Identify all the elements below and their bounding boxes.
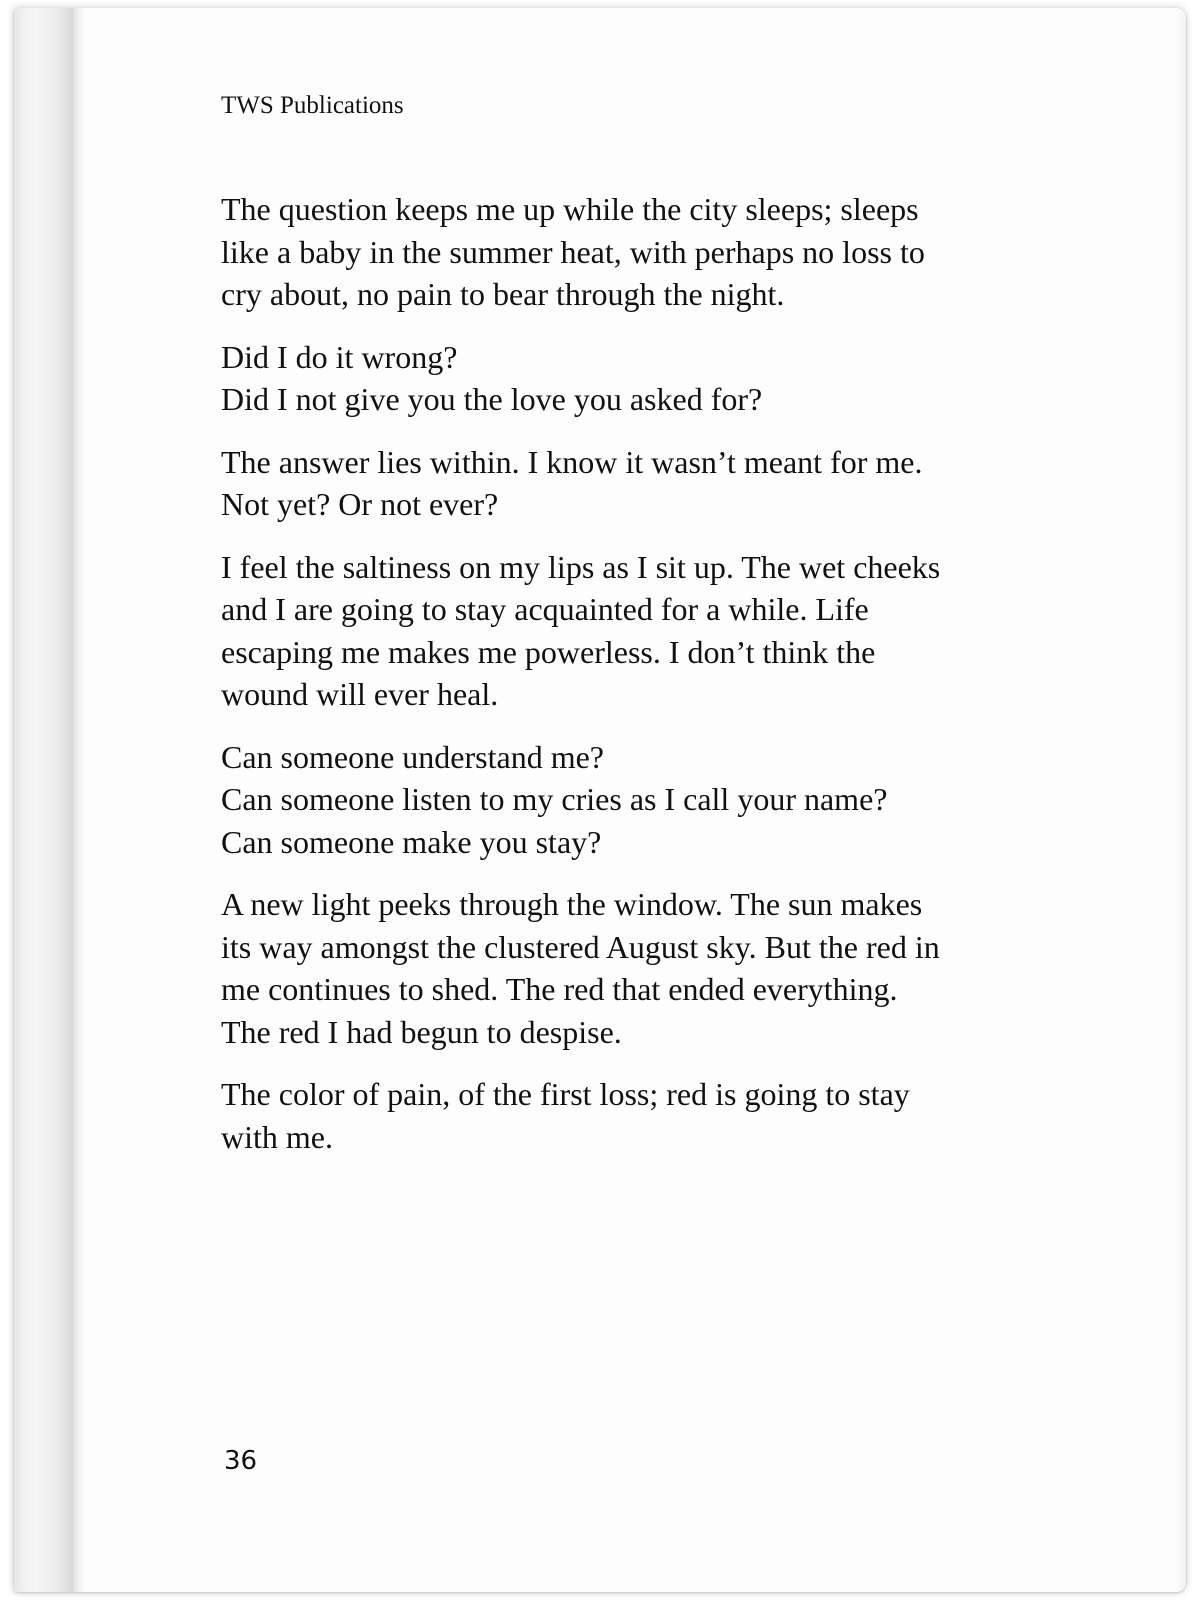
paragraph xyxy=(221,336,1021,421)
page-edge xyxy=(1176,8,1186,1592)
paragraph xyxy=(221,736,1021,864)
text-line: I feel the saltiness on my lips as I sit up. The wet cheeks xyxy=(221,548,941,585)
page-number: 36 xyxy=(224,1446,258,1476)
paragraph xyxy=(221,188,1021,316)
book-spine xyxy=(14,8,86,1592)
text-line: with me. xyxy=(221,1118,333,1155)
text-line: The color of pain, of the first loss; red is going to stay xyxy=(221,1076,910,1112)
text-line: Can someone make you stay? xyxy=(221,823,602,860)
text-line: The answer lies within. I know it wasn’t meant for me. xyxy=(221,443,923,480)
text-line: me continues to shed. The red that ended everything. xyxy=(221,971,898,1007)
text-line: and I are going to stay acquainted for a while. Life xyxy=(221,591,869,627)
book-page xyxy=(14,8,1186,1592)
text-line: Can someone listen to my cries as I call your name? xyxy=(221,781,888,817)
text-line: A new light peeks through the window. The sun makes xyxy=(221,886,923,922)
text-line: Can someone understand me? xyxy=(221,738,604,775)
paragraph xyxy=(221,883,1021,1053)
page-body xyxy=(221,188,1021,1178)
text-line: wound will ever heal. xyxy=(221,676,499,712)
text-line: like a baby in the summer heat, with perhaps no loss to xyxy=(221,233,925,270)
text-line: Did I do it wrong? xyxy=(221,338,458,375)
paragraph xyxy=(221,546,1021,716)
paragraph xyxy=(221,1073,1021,1158)
text-line: its way amongst the clustered August sky. But the red in xyxy=(221,928,940,965)
text-line: The red I had begun to despise. xyxy=(221,1013,622,1050)
text-line: escaping me makes me powerless. I don’t think the xyxy=(221,633,876,670)
text-line: Did I not give you the love you asked for? xyxy=(221,381,763,417)
text-line: Not yet? Or not ever? xyxy=(221,486,499,522)
text-line: cry about, no pain to bear through the night. xyxy=(221,276,785,312)
paragraph xyxy=(221,441,1021,526)
running-header: TWS Publications xyxy=(221,92,404,119)
text-line: The question keeps me up while the city sleeps; sleeps xyxy=(221,191,919,227)
